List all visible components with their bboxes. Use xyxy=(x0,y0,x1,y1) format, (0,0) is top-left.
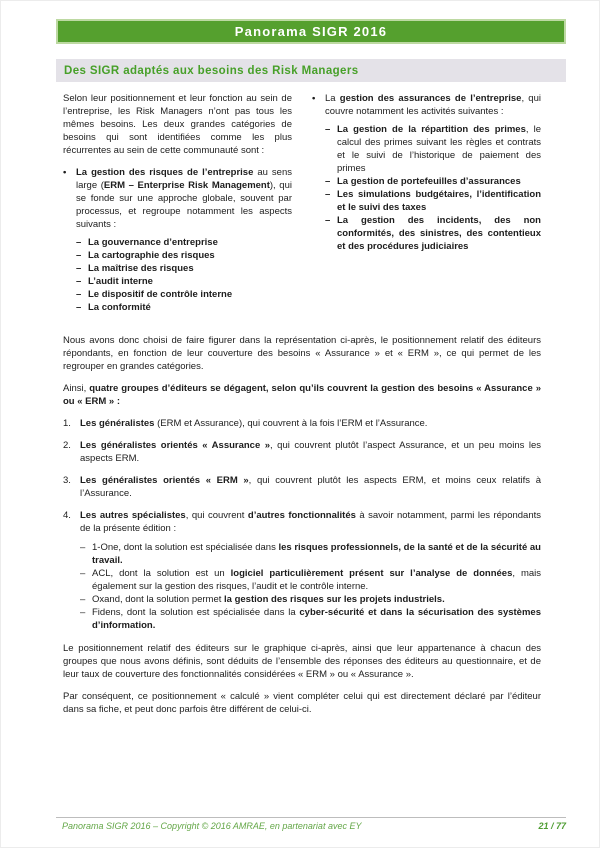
four-groups-paragraph: Ainsi, quatre groupes d’éditeurs se dégagent, selon qu’ils couvrent la gestion des besoins « Assurance » ou « ERM » : xyxy=(63,383,542,407)
list-item xyxy=(80,606,541,632)
list-item-text: La gouvernance d’entreprise xyxy=(88,237,218,248)
numbered-item xyxy=(63,509,541,535)
dash-icon: – xyxy=(325,124,331,135)
calculated-positioning-paragraph: Par conséquent, ce positionnement « calculé » vient compléter celui qui est directement déclaré par l’éditeur dans sa fiche, et peut donc parfois être différent de celui-ci. xyxy=(63,691,541,715)
numbered-item xyxy=(63,439,541,465)
list-item-text: ACL, dont la solution est un logiciel particulièrement présent sur l’analyse de données, mais également sur la gestion des risques, l’audit et le contrôle interne. xyxy=(92,568,541,592)
list-item xyxy=(80,593,541,606)
list-item xyxy=(325,188,541,214)
bullet-icon: • xyxy=(63,167,67,178)
assurance-sublist xyxy=(325,123,541,253)
dash-icon: – xyxy=(80,568,86,579)
list-item-text: 1-One, dont la solution est spécialisée dans les risques professionnels, de la santé et de la sécurité au travail. xyxy=(92,542,541,566)
page-content xyxy=(63,92,541,725)
numbered-item-text: Les autres spécialistes, qui couvrent d’autres fonctionnalités à savoir notamment, parmi les répondants de la présente édition : xyxy=(80,510,541,534)
list-item-text: La gestion de la répartition des primes, le calcul des primes suivant les règles et contrats et le suivi de l’historique de paiement des primes xyxy=(337,124,541,174)
erm-sublist xyxy=(76,236,292,314)
item-number: 4. xyxy=(63,510,71,521)
item-number: 3. xyxy=(63,475,71,486)
numbered-item-text: Les généralistes (ERM et Assurance), qui couvrent à la fois l’ERM et l’Assurance. xyxy=(80,418,428,429)
footer-page-number: 21 / 77 xyxy=(538,821,566,831)
list-item xyxy=(76,275,292,288)
list-item-text: La maîtrise des risques xyxy=(88,263,194,274)
assurance-bullet xyxy=(312,92,541,118)
dash-icon: – xyxy=(80,607,86,618)
numbered-item-text: Les généralistes orientés « ERM », qui couvrent plutôt les aspects ERM, et moins ceux relatifs à l’Assurance. xyxy=(80,475,541,499)
numbered-item xyxy=(63,417,541,430)
dash-icon: – xyxy=(325,189,331,200)
dash-icon: – xyxy=(76,302,82,313)
footer-copyright: Panorama SIGR 2016 – Copyright © 2016 AMRAE, en partenariat avec EY xyxy=(62,821,362,831)
dash-icon: – xyxy=(76,250,82,261)
numbered-item xyxy=(63,474,541,500)
two-column-block xyxy=(63,92,541,314)
bullet-icon: • xyxy=(312,93,316,104)
right-column xyxy=(312,92,541,314)
dash-icon: – xyxy=(76,289,82,300)
dash-icon: – xyxy=(80,594,86,605)
list-item xyxy=(325,214,541,253)
item-number: 2. xyxy=(63,440,71,451)
list-item-text: La conformité xyxy=(88,302,151,313)
section-title: Des SIGR adaptés aux besoins des Risk Managers xyxy=(64,64,359,77)
numbered-item-text: Les généralistes orientés « Assurance », qui couvrent plutôt l’aspect Assurance, et un peu moins les aspects ERM. xyxy=(80,440,541,464)
list-item-text: Oxand, dont la solution permet la gestion des risques sur les projets industriels. xyxy=(92,594,445,605)
list-item-text: L’audit interne xyxy=(88,276,153,287)
intro-paragraph: Selon leur positionnement et leur fonction au sein de l’entreprise, les Risk Managers n’ont pas tous les mêmes besoins. Les deux grandes catégories de besoins qui sont identifiées comme les plus récurrentes au sein de cette communauté sont : xyxy=(63,93,292,156)
list-item xyxy=(325,175,541,188)
list-item-text: Les simulations budgétaires, l’identification et le suivi des taxes xyxy=(337,189,541,213)
list-item-text: La gestion des incidents, des non conformités, des sinistres, des contentieux et des procédures judiciaires xyxy=(337,215,541,252)
list-item-text: Fidens, dont la solution est spécialisée dans la cyber-sécurité et dans la sécurisation des systèmes d’information. xyxy=(92,607,541,631)
list-item xyxy=(80,567,541,593)
list-item-text: Le dispositif de contrôle interne xyxy=(88,289,233,300)
list-item xyxy=(76,236,292,249)
positioning-paragraph: Nous avons donc choisi de faire figurer dans la représentation ci-après, le positionnement relatif des éditeurs répondants, en fonction de leur couverture des besoins « Assurance » et « ERM », ce qui permet de les regrouper en grandes catégories. xyxy=(63,335,541,372)
dash-icon: – xyxy=(76,276,82,287)
page-footer xyxy=(56,817,566,831)
dash-icon: – xyxy=(325,176,331,187)
list-item xyxy=(76,262,292,275)
dash-icon: – xyxy=(325,215,331,226)
list-item xyxy=(76,288,292,301)
assurance-bullet-text: La gestion des assurances de l’entreprise, qui couvre notamment les activités suivantes : xyxy=(325,93,541,117)
dash-icon: – xyxy=(76,237,82,248)
banner-title: Panorama SIGR 2016 xyxy=(234,24,388,39)
list-item xyxy=(325,123,541,175)
dash-icon: – xyxy=(80,542,86,553)
erm-bullet-text: La gestion des risques de l’entreprise au sens large (ERM – Enterprise Risk Management), qui se fonde sur une approche globale, souvent par processus, et regroupe notamment les aspects suivants : xyxy=(76,167,292,230)
list-item xyxy=(80,541,541,567)
editor-groups-list xyxy=(63,417,541,535)
item-number: 1. xyxy=(63,418,71,429)
spacer xyxy=(63,314,541,334)
specialists-list xyxy=(80,541,541,632)
section-title-bar xyxy=(56,59,566,82)
dash-icon: – xyxy=(76,263,82,274)
left-column xyxy=(63,92,292,314)
graph-explanation-paragraph: Le positionnement relatif des éditeurs sur le graphique ci-après, ainsi que leur appartenance à chacun des groupes que nous avons définis, sont déduits de l’ensemble des réponses des éditeurs au questionnaire, et de leur taux de couverture des fonctionnalités considérées « ERM » ou « Assurance ». xyxy=(63,643,541,680)
page-header-banner xyxy=(56,19,566,44)
list-item-text: La gestion de portefeuilles d’assurances xyxy=(337,176,521,187)
list-item-text: La cartographie des risques xyxy=(88,250,215,261)
erm-bullet xyxy=(63,166,292,231)
list-item xyxy=(76,301,292,314)
list-item xyxy=(76,249,292,262)
